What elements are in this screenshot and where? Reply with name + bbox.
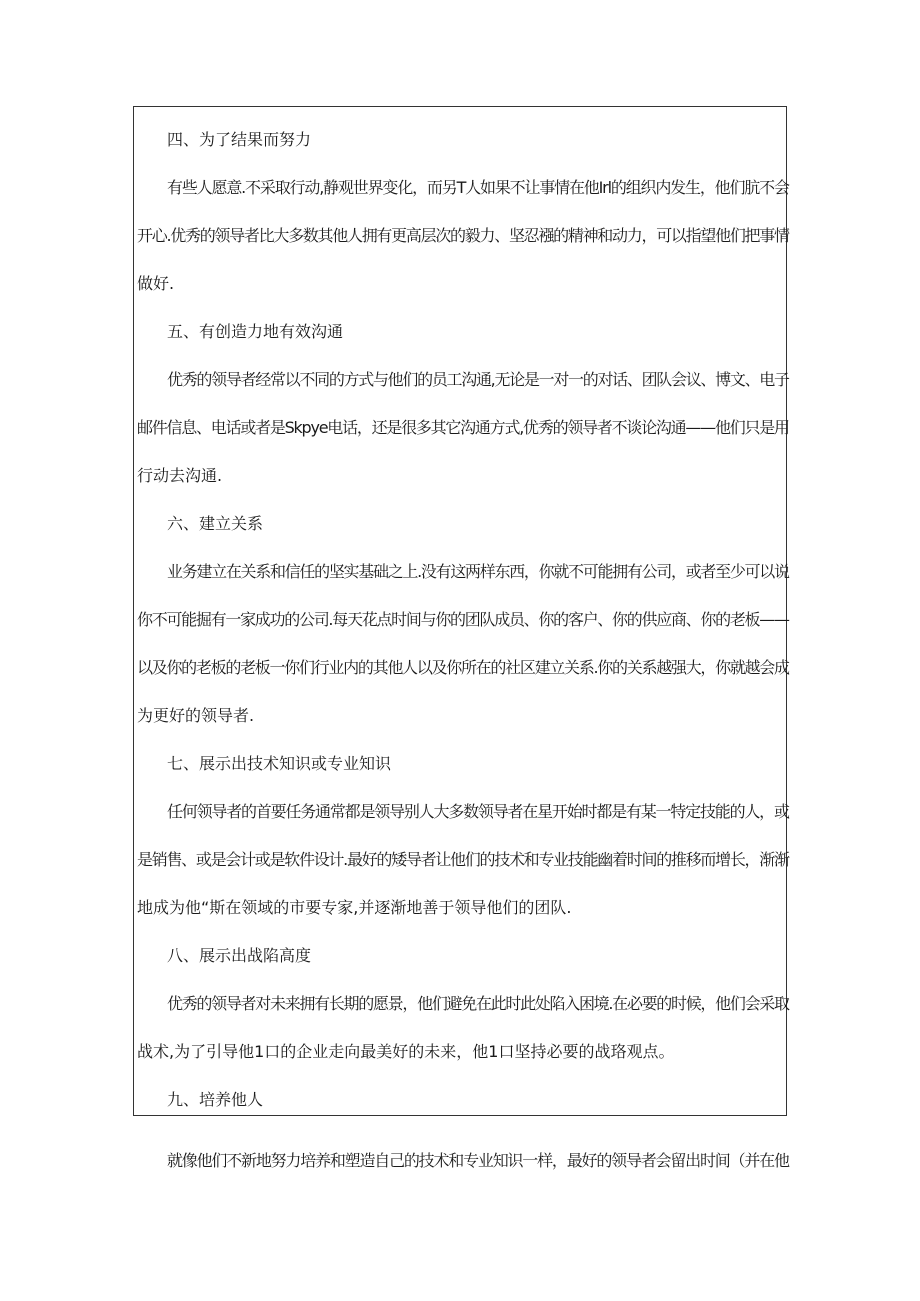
paragraph-line: 战术,为了引导他1口的企业走向最美好的未来，他1口坚持必要的战珞观点。 [137,1042,675,1061]
paragraph-line: 有些人愿意.不采取行动,静观世界变化，而另T人如果不让事情在他Irl的组织内发生，他们肮不会 [167,178,789,197]
paragraph-line: 任何领导者的首要任务通常都是领导别人大多数领导者在星开始时都是有某一特定技能的人，或 [167,802,789,821]
paragraph-line: 邮件信息、电话或者是Skpye电话，还是很多其它沟通方式,优秀的领导者不谈论沟通——他们只是用 [137,418,789,437]
paragraph-line: 开心.优秀的领导者比大多数其他人拥有更高层次的毅力、坚忍襁的精神和动力，可以指望他们把事情 [137,226,789,245]
paragraph-line: 是销售、或是会计或是软件设计.最好的矮导者让他们的技术和专业技能幽着时间的推移而增长，渐渐 [137,850,789,869]
paragraph-line: 优秀的领导者经常以不同的方式与他们的员工沟通,无论是一对一的对话、团队会议、博文、电子 [167,370,789,389]
section-heading: 六、建立关系 [167,514,264,533]
paragraph-line: 以及你的老板的老板一你们行业内的其他人以及你所在的社区建立关系.你的关系越强大，你就越会成 [137,658,789,677]
section-heading: 八、展示出战陷高度 [167,946,312,965]
paragraph-line: 就像他们不新地努力培养和塑造自己的技术和专业知识一样，最好的领导者会留出时间（并在他 [167,1151,789,1170]
section-heading: 五、有创造力地有效沟通 [167,322,344,341]
paragraph-line: 你不可能掘有一家成功的公司.每天花点时间与你的团队成员、你的客户、你的供应商、你的老板—— [137,610,789,629]
paragraph-line: 做好. [137,274,175,293]
section-heading: 九、培养他人 [167,1090,264,1109]
section-heading: 七、展示出技术知识或专业知识 [167,754,392,773]
paragraph-line: 行动去沟通. [137,466,223,485]
section-heading: 四、为了结果而努力 [167,130,312,149]
paragraph-line: 地成为他“斯在领域的市要专家,并逐渐地善于领导他们的团队. [137,898,572,917]
paragraph-line: 优秀的领导者对未来拥有长期的愿景，他们避免在此时此处陷入困境.在必要的时候，他们会采取 [167,994,789,1013]
paragraph-line: 业务建立在关系和信任的坚实基础之上.没有这两样东西，你就不可能拥有公司，或者至少可以说 [167,562,789,581]
paragraph-line: 为更好的领导者. [137,706,255,725]
